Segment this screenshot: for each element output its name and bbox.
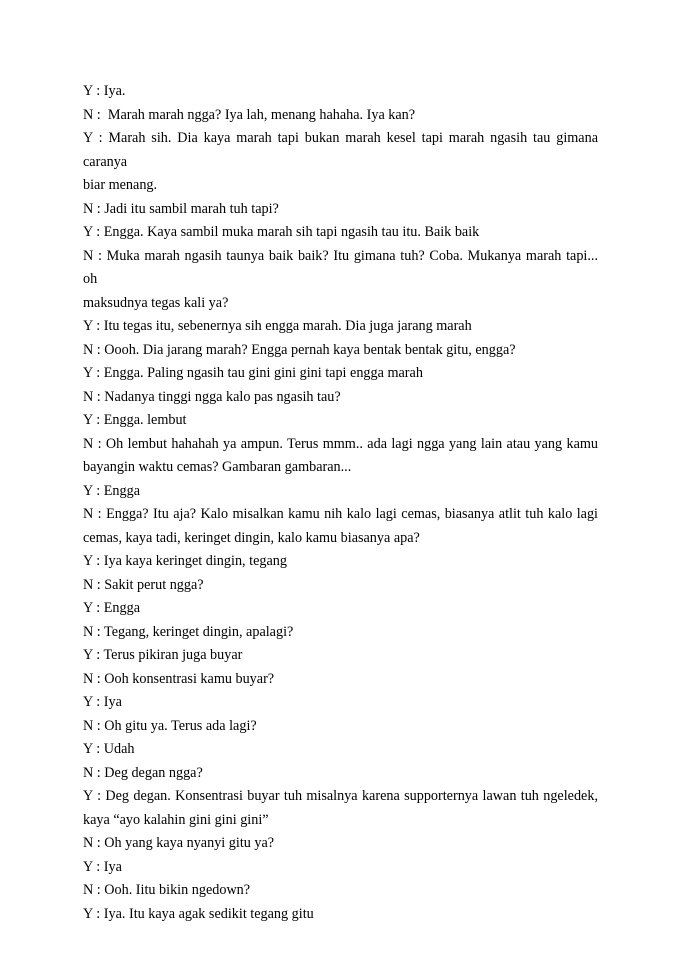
transcript-line: N : Sakit perut ngga?	[83, 576, 204, 593]
transcript-line: Y : Iya. Itu kaya agak sedikit tegang gitu	[83, 905, 314, 922]
transcript-line: bayangin waktu cemas? Gambaran gambaran...	[83, 459, 352, 475]
transcript-line: N : Oooh. Dia jarang marah? Engga pernah kaya bentak bentak gitu, engga?	[83, 341, 516, 358]
transcript-line: Y : Marah sih. Dia kaya marah tapi bukan marah kesel tapi marah ngasih tau gimana caranya	[83, 130, 602, 170]
transcript-line: N : Jadi itu sambil marah tuh tapi?	[83, 200, 279, 217]
transcript-line: N : Deg degan ngga?	[83, 764, 203, 781]
transcript-line: cemas, kaya tadi, keringet dingin, kalo kamu biasanya apa?	[83, 529, 420, 546]
transcript-line: N : Oh gitu ya. Terus ada lagi?	[83, 717, 257, 734]
transcript-line: Y : Iya.	[83, 83, 126, 99]
transcript-line: N : Ooh. Iitu bikin ngedown?	[83, 882, 251, 898]
transcript-line: Y : Iya	[83, 694, 122, 710]
transcript-line: Y : Terus pikiran juga buyar	[83, 647, 243, 663]
transcript-line: Y : Iya kaya keringet dingin, tegang	[83, 553, 287, 569]
transcript-line: Y : Iya	[83, 858, 122, 875]
transcript-line: N : Tegang, keringet dingin, apalagi?	[83, 623, 294, 640]
transcript-line: maksudnya tegas kali ya?	[83, 294, 229, 311]
transcript-line: Y : Deg degan. Konsentrasi buyar tuh misalnya karena supporternya lawan tuh ngeledek,	[83, 788, 598, 804]
transcript-line: N : Nadanya tinggi ngga kalo pas ngasih tau?	[83, 388, 341, 405]
transcript-line: Y : Engga. lembut	[83, 412, 187, 428]
transcript-page	[83, 80, 602, 926]
transcript-line: N : Engga? Itu aja? Kalo misalkan kamu nih kalo lagi cemas, biasanya atlit tuh kalo lagi	[83, 506, 598, 522]
transcript-line: Y : Itu tegas itu, sebenernya sih engga marah. Dia juga jarang marah	[83, 318, 472, 334]
transcript-line: kaya “ayo kalahin gini gini gini”	[83, 811, 269, 828]
transcript-line: N : Oh lembut hahahah ya ampun. Terus mmm.. ada lagi ngga yang lain atau yang kamu	[83, 435, 598, 452]
transcript-line: Y : Engga	[83, 482, 140, 499]
transcript-line: N : Oh yang kaya nyanyi gitu ya?	[83, 835, 275, 851]
transcript-line: N : Marah marah ngga? Iya lah, menang hahaha. Iya kan?	[83, 106, 416, 123]
transcript-line: N : Muka marah ngasih taunya baik baik? Itu gimana tuh? Coba. Mukanya marah tapi... oh	[83, 247, 602, 287]
transcript-line: Y : Udah	[83, 741, 135, 757]
transcript-line: N : Ooh konsentrasi kamu buyar?	[83, 670, 275, 687]
transcript-line: Y : Engga	[83, 600, 140, 616]
transcript-line: biar menang.	[83, 177, 158, 193]
transcript-line: Y : Engga. Kaya sambil muka marah sih tapi ngasih tau itu. Baik baik	[83, 224, 480, 240]
transcript-line: Y : Engga. Paling ngasih tau gini gini gini tapi engga marah	[83, 365, 423, 381]
